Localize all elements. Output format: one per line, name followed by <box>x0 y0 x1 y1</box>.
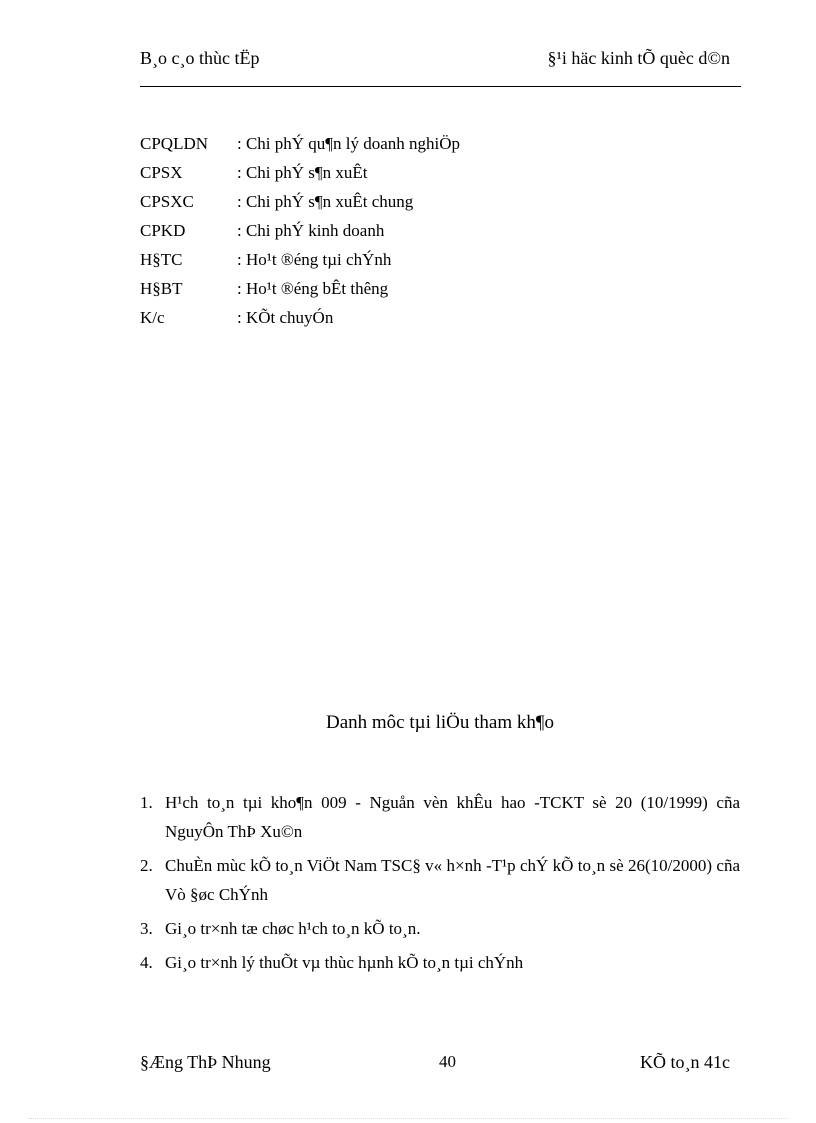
reference-number: 1. <box>140 793 153 812</box>
abbreviation-row <box>140 190 740 219</box>
references-title: Danh môc tµi liÖu tham kh¶o <box>326 712 554 733</box>
abbreviation-code: H§BT <box>140 279 183 298</box>
page-number: 40 <box>439 1052 456 1071</box>
abbreviation-code: K/c <box>140 308 165 327</box>
page-bottom-border <box>28 1118 788 1119</box>
reference-item <box>140 788 740 846</box>
abbreviation-row <box>140 219 740 248</box>
abbreviation-row <box>140 161 740 190</box>
abbreviation-code: CPKD <box>140 221 186 240</box>
abbreviation-definition: : Chi phÝ s¶n xuÊt chung <box>237 192 414 211</box>
page-footer <box>140 1052 740 1078</box>
abbreviation-row <box>140 277 740 306</box>
reference-text: Gi¸o tr×nh tæ chøc h¹ch to¸n kÕ to¸n. <box>165 919 421 938</box>
header-university: §¹i häc kinh tÕ quèc d©n <box>547 48 730 68</box>
abbreviation-definition: : Ho¹t ®éng bÊt thêng <box>237 279 389 298</box>
reference-item <box>140 914 740 943</box>
reference-text: ChuÈn mùc kÕ to¸n ViÖt Nam TSC§ v« h×nh -T¹p chÝ kÕ to¸n sè 26(10/2000) cña Vò §øc ChÝnh <box>165 856 740 904</box>
page-header <box>140 48 740 74</box>
reference-number: 4. <box>140 953 153 972</box>
abbreviation-row <box>140 306 740 335</box>
abbreviation-code: CPSXC <box>140 192 194 211</box>
references-list <box>140 788 740 982</box>
abbreviation-code: CPSX <box>140 163 183 182</box>
reference-number: 3. <box>140 919 153 938</box>
abbreviation-list <box>140 132 740 335</box>
reference-text: H¹ch to¸n tµi kho¶n 009 - Nguån vèn khÊu hao -TCKT sè 20 (10/1999) cña NguyÔn ThÞ Xu©n <box>165 793 740 841</box>
abbreviation-code: H§TC <box>140 250 183 269</box>
abbreviation-row <box>140 132 740 161</box>
abbreviation-definition: : KÕt chuyÓn <box>237 308 334 327</box>
reference-number: 2. <box>140 856 153 875</box>
abbreviation-definition: : Chi phÝ kinh doanh <box>237 221 385 240</box>
abbreviation-code: CPQLDN <box>140 134 209 153</box>
reference-item <box>140 851 740 909</box>
reference-item <box>140 948 740 977</box>
header-report-title: B¸o c¸o thùc tËp <box>140 48 260 68</box>
abbreviation-definition: : Chi phÝ qu¶n lý doanh nghiÖp <box>237 134 461 153</box>
footer-author: §Æng ThÞ Nhung <box>140 1052 271 1072</box>
abbreviation-definition: : Ho¹t ®éng tµi chÝnh <box>237 250 392 269</box>
footer-class: KÕ to¸n 41c <box>640 1052 730 1072</box>
abbreviation-definition: : Chi phÝ s¶n xuÊt <box>237 163 368 182</box>
abbreviation-row <box>140 248 740 277</box>
header-divider <box>140 86 741 87</box>
reference-text: Gi¸o tr×nh lý thuÕt vµ thùc hµnh kÕ to¸n tµi chÝnh <box>165 953 524 972</box>
